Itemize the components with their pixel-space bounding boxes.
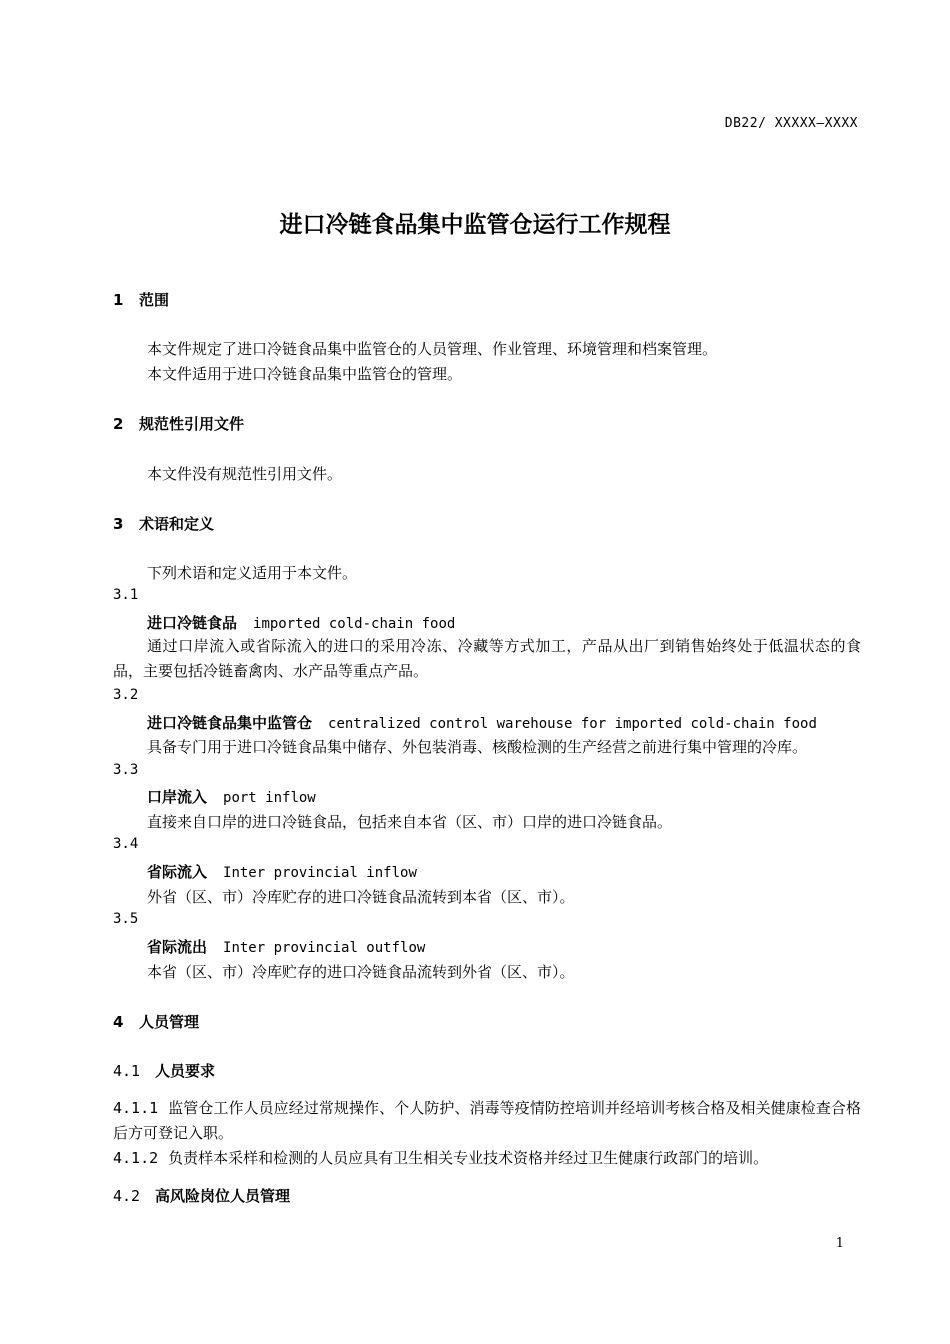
document-code: DB22/ XXXXX—XXXX — [724, 116, 858, 131]
section-title: 规范性引用文件 — [139, 415, 245, 433]
term-chinese: 进口冷链食品 — [147, 614, 238, 632]
clause-4-1-1 — [113, 1096, 861, 1146]
term-entry — [147, 612, 455, 633]
section-number: 3 — [113, 515, 124, 533]
term-chinese: 口岸流入 — [147, 788, 208, 806]
term-entry — [147, 861, 417, 882]
term-definition: 外省（区、市）冷库贮存的进口冷链食品流转到本省（区、市）。 — [147, 888, 575, 906]
term-number: 3.1 — [113, 587, 139, 603]
paragraph: 本文件规定了进口冷链食品集中监管仓的人员管理、作业管理、环境管理和档案管理。 — [147, 340, 718, 358]
section-number: 1 — [113, 291, 124, 309]
term-english: Inter provincial outflow — [223, 940, 426, 956]
term-definition: 直接来自口岸的进口冷链食品，包括来自本省（区、市）口岸的进口冷链食品。 — [147, 813, 673, 831]
section-1-heading — [113, 289, 169, 310]
clause-4-1-2 — [113, 1146, 861, 1171]
section-3-heading — [113, 513, 214, 534]
subsection-4-2-heading — [113, 1185, 290, 1206]
section-title: 人员管理 — [139, 1013, 200, 1031]
clause-text: 负责样本采样和检测的人员应具有卫生相关专业技术资格并经过卫生健康行政部门的培训。 — [168, 1149, 769, 1167]
term-english: imported cold-chain food — [253, 616, 456, 632]
section-2-heading — [113, 413, 244, 434]
term-definition: 具备专门用于进口冷链食品集中储存、外包装消毒、核酸检测的生产经营之前进行集中管理的冷库。 — [147, 738, 808, 756]
term-number: 3.4 — [113, 836, 139, 852]
term-definition: 本省（区、市）冷库贮存的进口冷链食品流转到外省（区、市）。 — [147, 963, 575, 981]
term-english: Inter provincial inflow — [223, 865, 417, 881]
section-number: 4 — [113, 1013, 124, 1031]
clause-number: 4.1.2 — [113, 1149, 159, 1167]
term-entry — [147, 936, 425, 957]
page-number: 1 — [835, 1236, 844, 1251]
clause-text: 监管仓工作人员应经过常规操作、个人防护、消毒等疫情防控培训并经培训考核合格及相关健康检查合格后方可登记入职。 — [113, 1099, 861, 1142]
paragraph: 本文件没有规范性引用文件。 — [147, 465, 343, 483]
subsection-title: 高风险岗位人员管理 — [155, 1187, 291, 1205]
subsection-number: 4.2 — [113, 1187, 141, 1205]
term-number: 3.2 — [113, 687, 139, 703]
term-english: port inflow — [223, 790, 316, 806]
section-title: 术语和定义 — [139, 515, 215, 533]
section-number: 2 — [113, 415, 124, 433]
paragraph: 本文件适用于进口冷链食品集中监管仓的管理。 — [147, 365, 463, 383]
term-chinese: 省际流出 — [147, 938, 208, 956]
term-definition: 通过口岸流入或省际流入的进口的采用冷冻、冷藏等方式加工，产品从出厂到销售始终处于低温状态的食品，主要包括冷链畜禽肉、水产品等重点产品。 — [113, 637, 861, 680]
subsection-4-1-heading — [113, 1060, 215, 1081]
term-entry — [147, 712, 817, 733]
section-4-heading — [113, 1011, 199, 1032]
document-title: 进口冷链食品集中监管仓运行工作规程 — [279, 212, 671, 238]
clause-number: 4.1.1 — [113, 1099, 159, 1117]
paragraph: 下列术语和定义适用于本文件。 — [147, 564, 358, 582]
term-chinese: 进口冷链食品集中监管仓 — [147, 714, 313, 732]
subsection-number: 4.1 — [113, 1062, 141, 1080]
term-english: centralized control warehouse for imported cold-chain food — [328, 716, 817, 732]
term-number: 3.3 — [113, 762, 139, 778]
subsection-title: 人员要求 — [155, 1062, 216, 1080]
term-chinese: 省际流入 — [147, 863, 208, 881]
section-title: 范围 — [139, 291, 170, 309]
term-number: 3.5 — [113, 911, 139, 927]
term-entry — [147, 786, 316, 807]
